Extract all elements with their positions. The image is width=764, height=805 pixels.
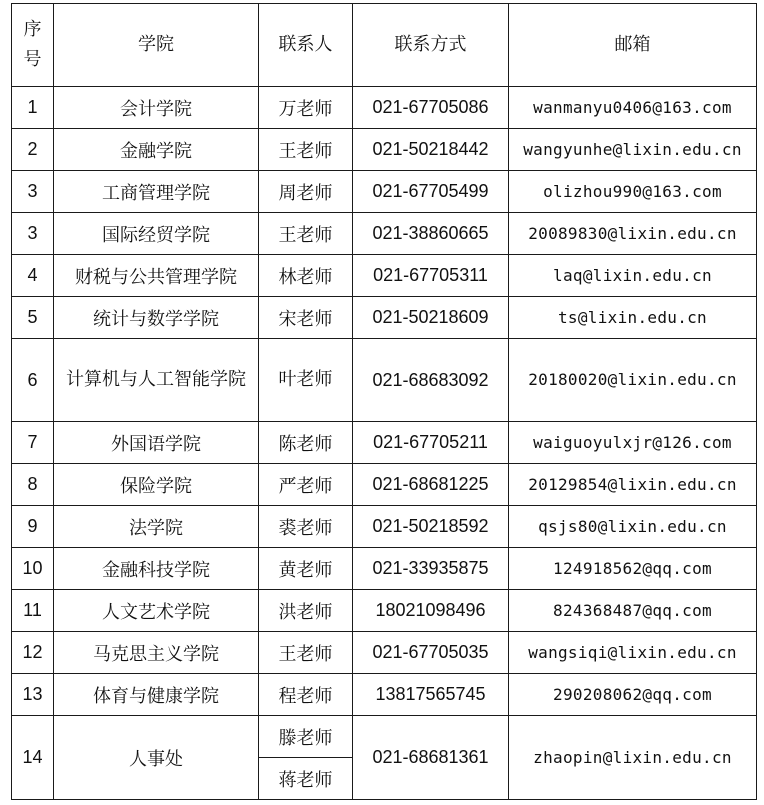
row-college: 保险学院 bbox=[54, 464, 259, 506]
row-email: laq@lixin.edu.cn bbox=[509, 255, 757, 297]
row-email: 824368487@qq.com bbox=[509, 590, 757, 632]
row-email: wangyunhe@lixin.edu.cn bbox=[509, 129, 757, 171]
row-phone: 021-38860665 bbox=[353, 213, 509, 255]
table-header-row bbox=[12, 4, 757, 87]
header-college: 学院 bbox=[54, 4, 259, 87]
row-num: 3 bbox=[12, 171, 54, 213]
row-num: 6 bbox=[12, 339, 54, 422]
row-phone: 021-68681361 bbox=[353, 716, 509, 800]
row-contact: 王老师 bbox=[259, 129, 353, 171]
table-row bbox=[12, 255, 757, 297]
header-email: 邮箱 bbox=[509, 4, 757, 87]
row-contact: 蒋老师 bbox=[259, 758, 353, 800]
table-row bbox=[12, 464, 757, 506]
row-email: 20180020@lixin.edu.cn bbox=[509, 339, 757, 422]
row-college: 外国语学院 bbox=[54, 422, 259, 464]
row-email: zhaopin@lixin.edu.cn bbox=[509, 716, 757, 800]
row-contact: 陈老师 bbox=[259, 422, 353, 464]
row-contact: 王老师 bbox=[259, 213, 353, 255]
row-num: 5 bbox=[12, 297, 54, 339]
row-phone: 021-67705035 bbox=[353, 632, 509, 674]
row-phone: 021-67705086 bbox=[353, 87, 509, 129]
table-row bbox=[12, 297, 757, 339]
row-college: 体育与健康学院 bbox=[54, 674, 259, 716]
row-college: 财税与公共管理学院 bbox=[54, 255, 259, 297]
row-email: waiguoyulxjr@126.com bbox=[509, 422, 757, 464]
table-row bbox=[12, 422, 757, 464]
table-row bbox=[12, 632, 757, 674]
row-contact: 洪老师 bbox=[259, 590, 353, 632]
row-num: 2 bbox=[12, 129, 54, 171]
row-email: 124918562@qq.com bbox=[509, 548, 757, 590]
contacts-table bbox=[11, 3, 757, 800]
row-num: 7 bbox=[12, 422, 54, 464]
row-phone: 18021098496 bbox=[353, 590, 509, 632]
row-college: 金融科技学院 bbox=[54, 548, 259, 590]
row-num: 3 bbox=[12, 213, 54, 255]
row-college-label: 计算机与人工智能学院 bbox=[66, 369, 246, 390]
table-row bbox=[12, 506, 757, 548]
row-phone: 13817565745 bbox=[353, 674, 509, 716]
header-num-label: 序号 bbox=[23, 19, 42, 70]
row-college: 国际经贸学院 bbox=[54, 213, 259, 255]
row-contact: 严老师 bbox=[259, 464, 353, 506]
row-num: 9 bbox=[12, 506, 54, 548]
row-phone: 021-68683092 bbox=[353, 339, 509, 422]
table-row bbox=[12, 213, 757, 255]
row-college: 马克思主义学院 bbox=[54, 632, 259, 674]
row-num: 11 bbox=[12, 590, 54, 632]
row-phone: 021-50218442 bbox=[353, 129, 509, 171]
row-college: 工商管理学院 bbox=[54, 171, 259, 213]
row-contact: 叶老师 bbox=[259, 339, 353, 422]
row-email: wanmanyu0406@163.com bbox=[509, 87, 757, 129]
table-row bbox=[12, 339, 757, 422]
row-num: 4 bbox=[12, 255, 54, 297]
table-row bbox=[12, 548, 757, 590]
table-row bbox=[12, 87, 757, 129]
row-phone: 021-68681225 bbox=[353, 464, 509, 506]
row-college: 法学院 bbox=[54, 506, 259, 548]
row-college: 金融学院 bbox=[54, 129, 259, 171]
row-contact: 宋老师 bbox=[259, 297, 353, 339]
row-phone: 021-67705499 bbox=[353, 171, 509, 213]
table-row bbox=[12, 129, 757, 171]
row-email: qsjs80@lixin.edu.cn bbox=[509, 506, 757, 548]
header-num bbox=[12, 4, 54, 87]
table-row bbox=[12, 716, 757, 758]
row-email: olizhou990@163.com bbox=[509, 171, 757, 213]
row-contact: 裘老师 bbox=[259, 506, 353, 548]
row-phone: 021-50218609 bbox=[353, 297, 509, 339]
row-phone: 021-50218592 bbox=[353, 506, 509, 548]
row-contact: 林老师 bbox=[259, 255, 353, 297]
row-contact: 万老师 bbox=[259, 87, 353, 129]
row-contact: 周老师 bbox=[259, 171, 353, 213]
row-num: 1 bbox=[12, 87, 54, 129]
row-phone: 021-33935875 bbox=[353, 548, 509, 590]
row-contact: 滕老师 bbox=[259, 716, 353, 758]
header-phone: 联系方式 bbox=[353, 4, 509, 87]
row-college bbox=[54, 339, 259, 422]
row-college: 会计学院 bbox=[54, 87, 259, 129]
row-email: 290208062@qq.com bbox=[509, 674, 757, 716]
row-num: 8 bbox=[12, 464, 54, 506]
row-email: wangsiqi@lixin.edu.cn bbox=[509, 632, 757, 674]
header-contact: 联系人 bbox=[259, 4, 353, 87]
row-email: 20089830@lixin.edu.cn bbox=[509, 213, 757, 255]
table-row bbox=[12, 674, 757, 716]
row-num: 13 bbox=[12, 674, 54, 716]
table-row bbox=[12, 590, 757, 632]
row-college: 统计与数学学院 bbox=[54, 297, 259, 339]
row-num: 12 bbox=[12, 632, 54, 674]
row-contact: 王老师 bbox=[259, 632, 353, 674]
row-college: 人文艺术学院 bbox=[54, 590, 259, 632]
row-contact: 黄老师 bbox=[259, 548, 353, 590]
row-email: ts@lixin.edu.cn bbox=[509, 297, 757, 339]
row-num: 14 bbox=[12, 716, 54, 800]
row-college: 人事处 bbox=[54, 716, 259, 800]
row-num: 10 bbox=[12, 548, 54, 590]
row-email: 20129854@lixin.edu.cn bbox=[509, 464, 757, 506]
row-phone: 021-67705311 bbox=[353, 255, 509, 297]
table-row bbox=[12, 171, 757, 213]
row-contact: 程老师 bbox=[259, 674, 353, 716]
row-phone: 021-67705211 bbox=[353, 422, 509, 464]
